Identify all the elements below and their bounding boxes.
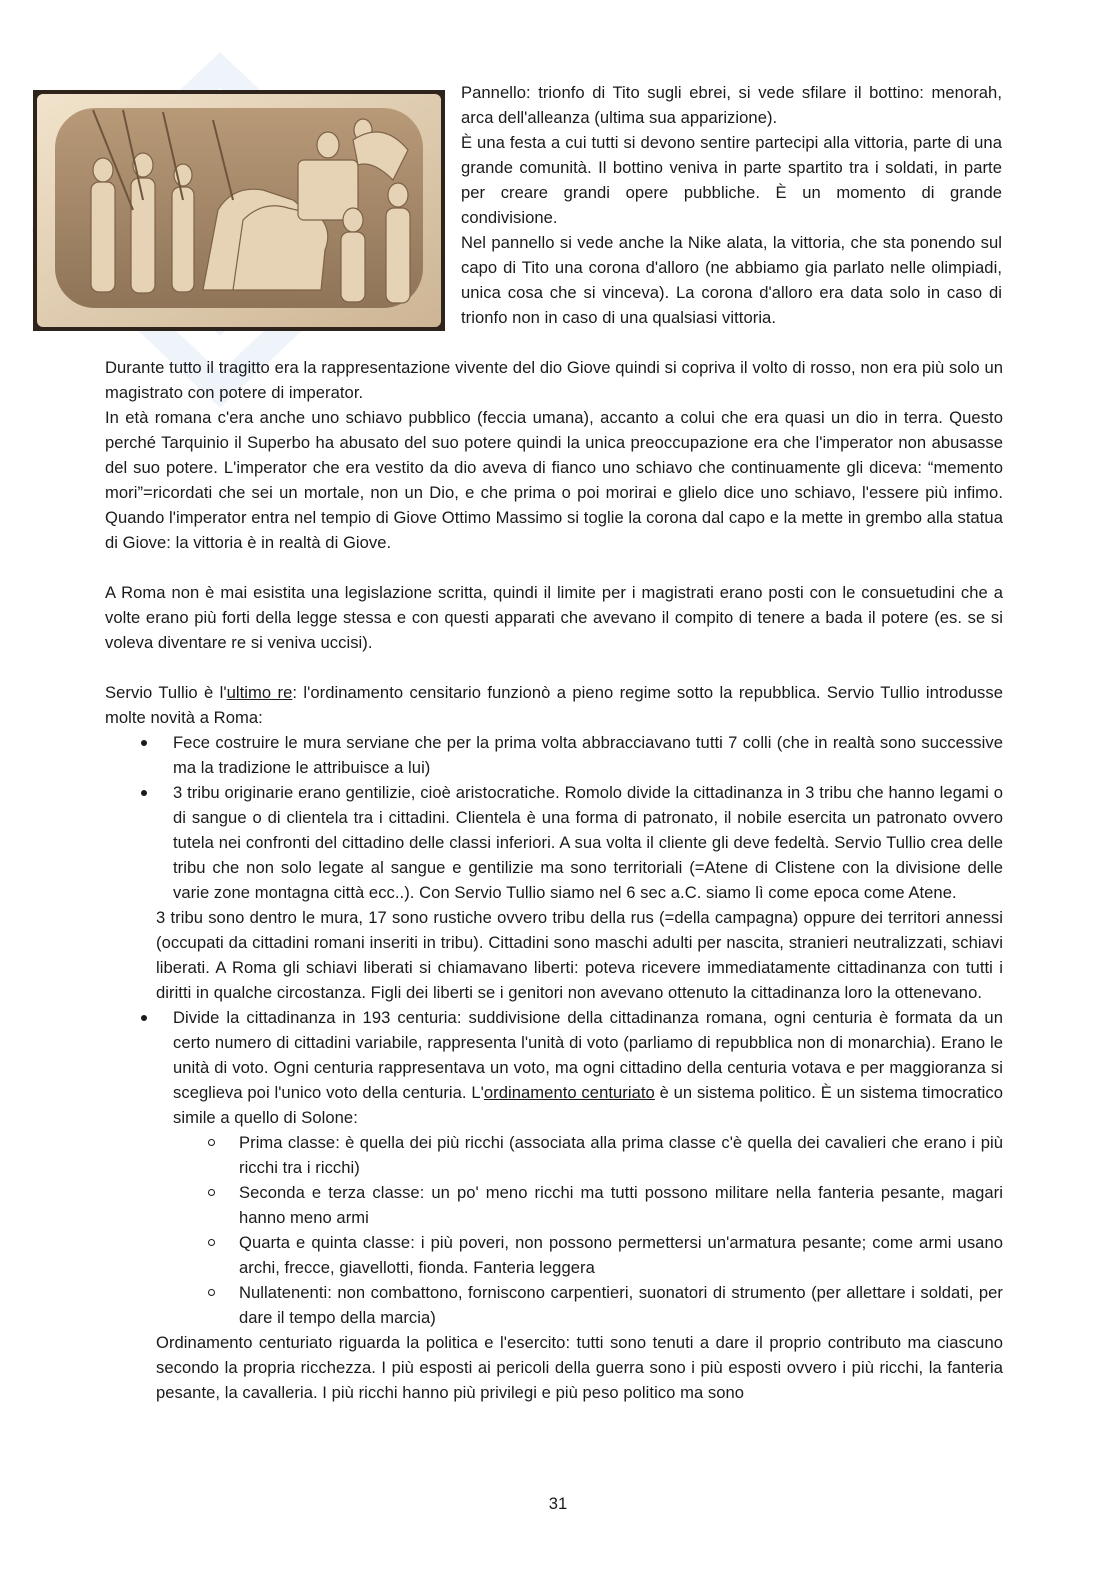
paragraph: Durante tutto il tragitto era la rappresentazione vivente del dio Giove quindi si copriva il volto di rosso, non era più solo un magistrato con potere di imperator. <box>105 358 1003 402</box>
sub-list-item: Seconda e terza classe: un po' meno ricchi ma tutti possono militare nella fanteria pesante, magari hanno meno armi <box>105 1180 1003 1230</box>
page-number: 31 <box>548 1494 568 1513</box>
bullet-list <box>105 1005 1003 1130</box>
list-item: Fece costruire le mura serviane che per la prima volta abbracciavano tutti 7 colli (che in realtà sono successive ma la tradizione le attribuisce a lui) <box>105 730 1003 780</box>
list-item: 3 tribu originarie erano gentilizie, cioè aristocratiche. Romolo divide la cittadinanza in 3 tribu che hanno legami o di sangue o di clientela tra i cittadini. Clientela è una forma di patronato, il nobile esercita un patronato ovvero tutela nei confronti del cittadino delle classi inferiori. A sua volta il cliente gli deve fedeltà. Servio Tullio crea delle tribu che non solo legate al sangue e gentilizie ma sono territoriali (=Atene di Clistene con la divisione delle varie zone montagna città ecc..). Con Servio Tullio siamo nel 6 sec a.C. siamo lì come epoca come Atene. <box>105 780 1003 905</box>
underlined-term: re <box>277 683 293 702</box>
paragraph: Ordinamento centuriato riguarda la politica e l'esercito: tutti sono tenuti a dare il proprio contributo ma ciascuno secondo la propria ricchezza. I più esposti ai pericoli della guerra sono i più esposti ovvero i più ricchi, la fanteria pesante, la cavalleria. I più ricchi hanno più privilegi e più peso politico ma sono <box>156 1333 1003 1402</box>
list-item: Divide la cittadinanza in 193 centuria: suddivisione della cittadinanza romana, ogni centuria è formata da un certo numero di cittadini variabile, rappresenta l'unità di voto (parliamo di repubblica non di monarchia). Erano le unità di voto. Ogni centuria rappresentava un voto, ma ogni cittadino della centuria votava e per maggioranza si sceglieva poi l'unico voto della centuria. L'ordinamento centuriato è un sistema politico. È un sistema timocratico simile a quello di Solone: <box>105 1005 1003 1130</box>
paragraph: È una festa a cui tutti si devono sentire partecipi alla vittoria, parte di una grande comunità. Il bottino veniva in parte spartito tra i soldati, in parte per creare grandi opere pubbliche. È un momento di grande condivisione. <box>461 133 1002 227</box>
underlined-term: ordinamento centuriato <box>483 1083 655 1102</box>
main-body <box>105 355 1003 1405</box>
paragraph: Nel pannello si vede anche la Nike alata, la vittoria, che sta ponendo sul capo di Tito una corona d'alloro (ne abbiamo gia parlato nelle olimpiadi, unica cosa che si vinceva). La corona d'alloro era data solo in caso di trionfo non in caso di una qualsiasi vittoria. <box>461 233 1002 327</box>
relief-description <box>461 80 1002 330</box>
paragraph: A Roma non è mai esistita una legislazione scritta, quindi il limite per i magistrati erano posti con le consuetudini che a volte erano più forti della legge stessa e con questi apparati che avevano il compito di tenere a bada il potere (es. se si voleva diventare re si veniva uccisi). <box>105 583 1003 652</box>
paragraph: In età romana c'era anche uno schiavo pubblico (feccia umana), accanto a colui che era quasi un dio in terra. Questo perché Tarquinio il Superbo ha abusato del suo potere quindi la unica preoccupazione era che l'imperator non abusasse del suo potere. L'imperator che era vestito da dio aveva di fianco uno schiavo che continuamente gli diceva: “memento mori”=ricordati che sei un mortale, non un Dio, e che prima o poi morirai e glielo dice uno schiavo, l'essere più infimo. Quando l'imperator entra nel tempio di Giove Ottimo Massimo si toglie la corona dal capo e la mette in grembo alla statua di Giove: la vittoria è in realtà di Giove. <box>105 408 1003 552</box>
sub-list-item: Prima classe: è quella dei più ricchi (associata alla prima classe c'è quella dei cavalieri che erano i più ricchi tra i ricchi) <box>105 1130 1003 1180</box>
paragraph: 3 tribu sono dentro le mura, 17 sono rustiche ovvero tribu della rus (=della campagna) oppure dei territori annessi (occupati da cittadini romani inseriti in tribu). Cittadini sono maschi adulti per nascita, stranieri neutralizzati, schiavi liberati. A Roma gli schiavi liberati si chiamavano liberti: poteva ricevere immediatamente cittadinanza con tutti i diritti in qualche circostanza. Figli dei liberti se i genitori non avevano ottenuto la cittadinanza loro la ottenevano. <box>156 908 1003 1002</box>
paragraph: Pannello: trionfo di Tito sugli ebrei, si vede sfilare il bottino: menorah, arca dell'alleanza (ultima sua apparizione). <box>461 83 1002 127</box>
paragraph: Servio Tullio è l'ultimo re: l'ordinamento censitario funzionò a pieno regime sotto la repubblica. Servio Tullio introdusse molte novità a Roma: <box>105 683 1003 727</box>
triumph-relief-image <box>33 90 445 331</box>
sub-list <box>105 1130 1003 1330</box>
bullet-list <box>105 730 1003 905</box>
relief-picture-icon <box>33 90 445 331</box>
sub-list-item: Nullatenenti: non combattono, forniscono carpentieri, suonatori di strumento (per allettare i soldati, per dare il tempo della marcia) <box>105 1280 1003 1330</box>
underlined-term: ultimo <box>226 683 272 702</box>
sub-list-item: Quarta e quinta classe: i più poveri, non possono permettersi un'armatura pesante; come armi usano archi, frecce, giavellotti, fionda. Fanteria leggera <box>105 1230 1003 1280</box>
